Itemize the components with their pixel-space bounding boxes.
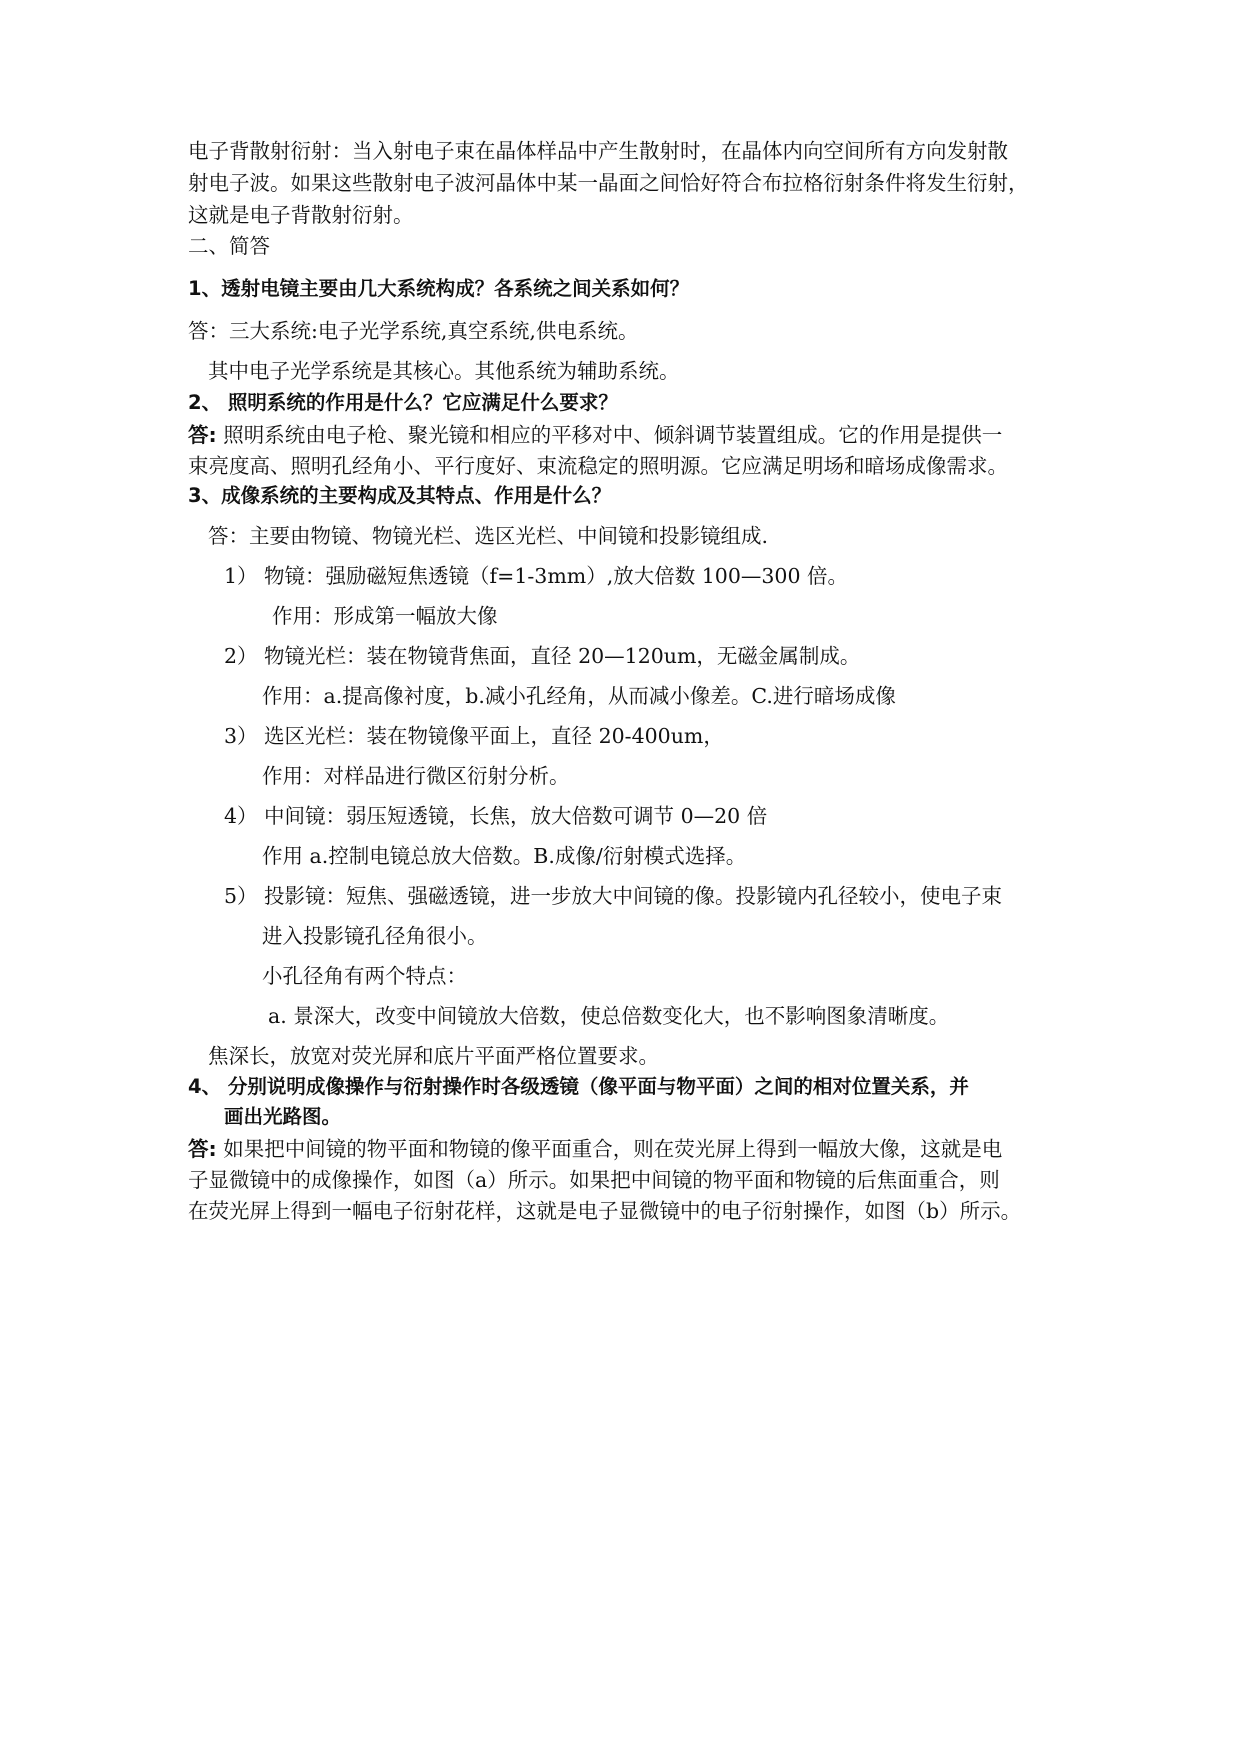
intro-line-1: 电子背散射衍射：当入射电子束在晶体样品中产生散射时，在晶体内向空间所有方向发射散 <box>188 139 1008 163</box>
section-heading: 二、简答 <box>188 234 270 258</box>
intro-line-3: 这就是电子背散射衍射。 <box>188 203 414 227</box>
answer-3-feature-a: a. 景深大，改变中间镜放大倍数，使总倍数变化大，也不影响图象清晰度。 <box>268 1004 950 1028</box>
answer-4-line-1 <box>188 1135 1002 1163</box>
answer-3-item-5: 5） 投影镜：短焦、强磁透镜，进一步放大中间镜的像。投影镜内孔径较小，使电子束 <box>224 884 1003 908</box>
answer-3-small-aperture: 小孔径角有两个特点： <box>262 964 467 988</box>
answer-4-line-2: 子显微镜中的成像操作，如图（a）所示。如果把中间镜的物平面和物镜的后焦面重合，则 <box>188 1168 1000 1192</box>
answer-3-item-1-effect: 作用：形成第一幅放大像 <box>272 604 498 628</box>
answer-2-text: 照明系统由电子枪、聚光镜和相应的平移对中、倾斜调节装置组成。它的作用是提供一 <box>216 423 1003 447</box>
answer-3-item-4: 4） 中间镜：弱压短透镜，长焦，放大倍数可调节 0—20 倍 <box>224 804 768 828</box>
answer-3-item-2: 2） 物镜光栏：装在物镜背焦面，直径 20—120um，无磁金属制成。 <box>224 644 861 668</box>
answer-2-line-2: 束亮度高、照明孔经角小、平行度好、束流稳定的照明源。它应满足明场和暗场成像需求。 <box>188 454 1008 478</box>
answer-4-text: 如果把中间镜的物平面和物镜的像平面重合，则在荧光屏上得到一幅放大像，这就是电 <box>216 1137 1003 1161</box>
answer-3-item-2-effect: 作用：a.提高像衬度，b.减小孔经角，从而减小像差。C.进行暗场成像 <box>262 684 896 708</box>
answer-3-feature-b: 焦深长，放宽对荧光屏和底片平面严格位置要求。 <box>208 1044 659 1068</box>
answer-3-item-1: 1） 物镜：强励磁短焦透镜（f=1-3mm）,放大倍数 100—300 倍。 <box>224 564 849 588</box>
answer-4-mark: 答: <box>188 1137 217 1161</box>
answer-1-line-1: 答：三大系统:电子光学系统,真空系统,供电系统。 <box>188 319 639 343</box>
answer-3-intro: 答：主要由物镜、物镜光栏、选区光栏、中间镜和投影镜组成. <box>208 524 769 548</box>
question-4-line-2: 画出光路图。 <box>224 1105 342 1128</box>
question-4-line-1: 4、 分别说明成像操作与衍射操作时各级透镜（像平面与物平面）之间的相对位置关系，并 <box>188 1075 969 1098</box>
question-1: 1、透射电镜主要由几大系统构成？各系统之间关系如何？ <box>188 277 690 300</box>
answer-2-line-1 <box>188 421 1002 449</box>
answer-2-mark: 答: <box>188 423 217 447</box>
answer-4-line-3: 在荧光屏上得到一幅电子衍射花样，这就是电子显微镜中的电子衍射操作，如图（b）所示。 <box>188 1199 1022 1223</box>
intro-line-2: 射电子波。如果这些散射电子波河晶体中某一晶面之间恰好符合布拉格衍射条件将发生衍射， <box>188 171 1029 195</box>
answer-3-item-5-cont: 进入投影镜孔径角很小。 <box>262 924 488 948</box>
answer-3-item-3-effect: 作用：对样品进行微区衍射分析。 <box>262 764 570 788</box>
answer-1-line-2: 其中电子光学系统是其核心。其他系统为辅助系统。 <box>208 359 680 383</box>
answer-3-item-4-effect: 作用 a.控制电镜总放大倍数。B.成像/衍射模式选择。 <box>262 844 747 868</box>
question-3: 3、成像系统的主要构成及其特点、作用是什么？ <box>188 484 612 507</box>
question-2: 2、 照明系统的作用是什么？它应满足什么要求？ <box>188 391 618 414</box>
answer-3-item-3: 3） 选区光栏：装在物镜像平面上，直径 20-400um， <box>224 724 724 748</box>
